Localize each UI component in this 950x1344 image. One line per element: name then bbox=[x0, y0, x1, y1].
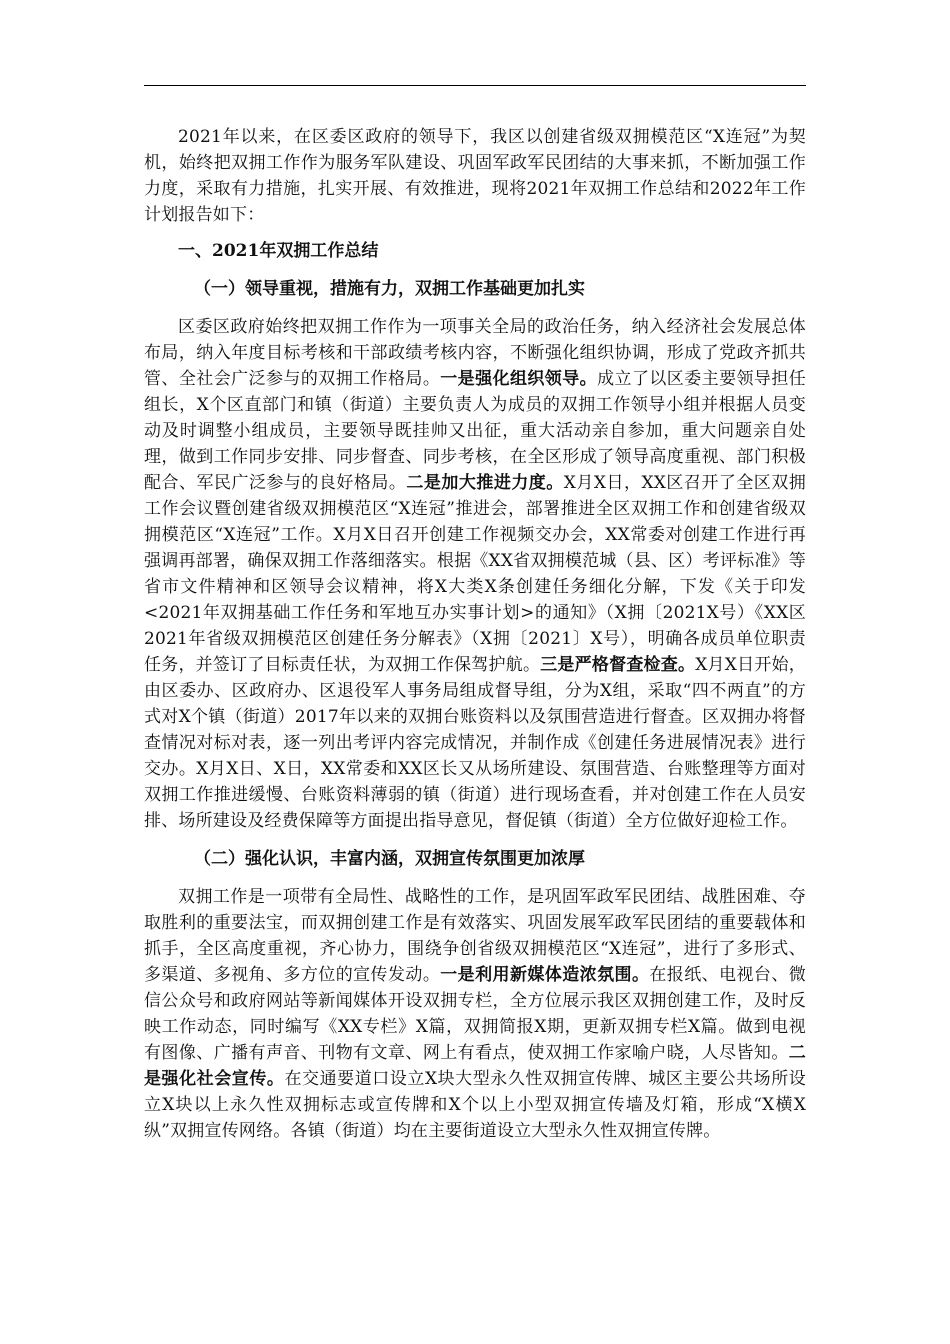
text-run: 成立了以区委主要领导担任组长，X个区直部门和镇（街道）主要负责人为成员的双拥工作领导小组并根据人员变动及时调整小组成员，主要领导既挂帅又出征，重大活动亲自参加，重大问题亲自处理，做到工作同步安排、同步督查、同步考核，在全区形成了领导高度重视、部门积极配合、军民广泛参与的良好格局。 bbox=[144, 369, 806, 493]
header-rule bbox=[144, 85, 806, 86]
subsection-2-paragraph bbox=[144, 884, 806, 1144]
intro-paragraph: 2021年以来，在区委区政府的领导下，我区以创建省级双拥模范区“X连冠”为契机，始终把双拥工作作为服务军队建设、巩固军政军民团结的大事来抓，不断加强工作力度，采取有力措施，扎实开展、有效推进，现将2021年双拥工作总结和2022年工作计划报告如下： bbox=[144, 127, 806, 225]
text-run: X月X日开始，由区委办、区政府办、区退役军人事务局组成督导组，分为X组，采取“四不两直”的方式对X个镇（街道）2017年以来的双拥台账资料以及氛围营造进行督查。区双拥办将督查情况对标对表，逐一列出考评内容完成情况，并制作成《创建任务进展情况表》进行交办。X月X日、X日，XX常委和XX区长又从场所建设、氛围营造、台账整理等方面对双拥工作推进缓慢、台账资料薄弱的镇（街道）进行现场查看，并对创建工作在人员安排、场所建设及经费保障等方面提出指导意见，督促镇（街道）全方位做好迎检工作。 bbox=[144, 655, 806, 831]
bold-lead-1: 一是强化组织领导。 bbox=[440, 369, 598, 389]
text-run: 在报纸、电视台、微信公众号和政府网站等新闻媒体开设双拥专栏，全方位展示我区双拥创建工作，及时反映工作动态，同时编写《XX专栏》X篇，双拥简报X期，更新双拥专栏X篇。做到电视有图像、广播有声音、刊物有文章、网上有看点，使双拥工作家喻户晓，人尽皆知。 bbox=[144, 965, 806, 1063]
subsection-heading-2: （二）强化认识，丰富内涵，双拥宣传氛围更加浓厚 bbox=[194, 849, 585, 869]
subsection-heading-1: （一）领导重视，措施有力，双拥工作基础更加扎实 bbox=[194, 279, 585, 299]
subsection-1-paragraph bbox=[144, 314, 806, 834]
bold-lead-2: 二是加大推进力度。 bbox=[406, 473, 564, 493]
text-run: X月X日，XX区召开了全区双拥工作会议暨创建省级双拥模范区“X连冠”推进会，部署推进全区双拥工作和创建省级双拥模范区“X连冠”工作。X月X日召开创建工作视频交办会，XX常委对创建工作进行再强调再部署，确保双拥工作落细落实。根据《XX省双拥模范城（县、区）考评标准》等省市文件精神和区领导会议精神，将X大类X条创建任务细化分解，下发《关于印发<2021年双拥基础工作任务和军地互办实事计划>的通知》（X拥〔2021X号）《XX区2021年省级双拥模范区创建任务分解表》（X拥〔2021〕X号），明确各成员单位职责任务，并签订了目标责任状，为双拥工作保驾护航。 bbox=[144, 473, 806, 675]
document-body bbox=[144, 124, 806, 1144]
bold-lead-3: 三是严格督查检查。 bbox=[540, 655, 696, 675]
text-run: 区委区政府始终把双拥工作作为一项事关全局的政治任务，纳入经济社会发展总体布局，纳入年度目标考核和干部政绩考核内容，不断强化组织协调，形成了党政齐抓共管、全社会广泛参与的双拥工作格局。 bbox=[144, 317, 806, 389]
bold-lead-5: 二是强化社会宣传。 bbox=[144, 1043, 806, 1089]
section-heading-1: 一、2021年双拥工作总结 bbox=[178, 241, 379, 261]
bold-lead-4: 一是利用新媒体造浓氛围。 bbox=[440, 965, 650, 985]
text-run: 双拥工作是一项带有全局性、战略性的工作，是巩固军政军民团结、战胜困难、夺取胜利的重要法宝，而双拥创建工作是有效落实、巩固发展军政军民团结的重要载体和抓手，全区高度重视，齐心协力，围绕争创省级双拥模范区“X连冠”，进行了多形式、多渠道、多视角、多方位的宣传发动。 bbox=[144, 887, 806, 985]
text-run: 在交通要道口设立X块大型永久性双拥宣传牌、城区主要公共场所设立X块以上永久性双拥标志或宣传牌和X个以上小型双拥宣传墙及灯箱，形成“X横X纵”双拥宣传网络。各镇（街道）均在主要街道设立大型永久性双拥宣传牌。 bbox=[144, 1069, 806, 1141]
